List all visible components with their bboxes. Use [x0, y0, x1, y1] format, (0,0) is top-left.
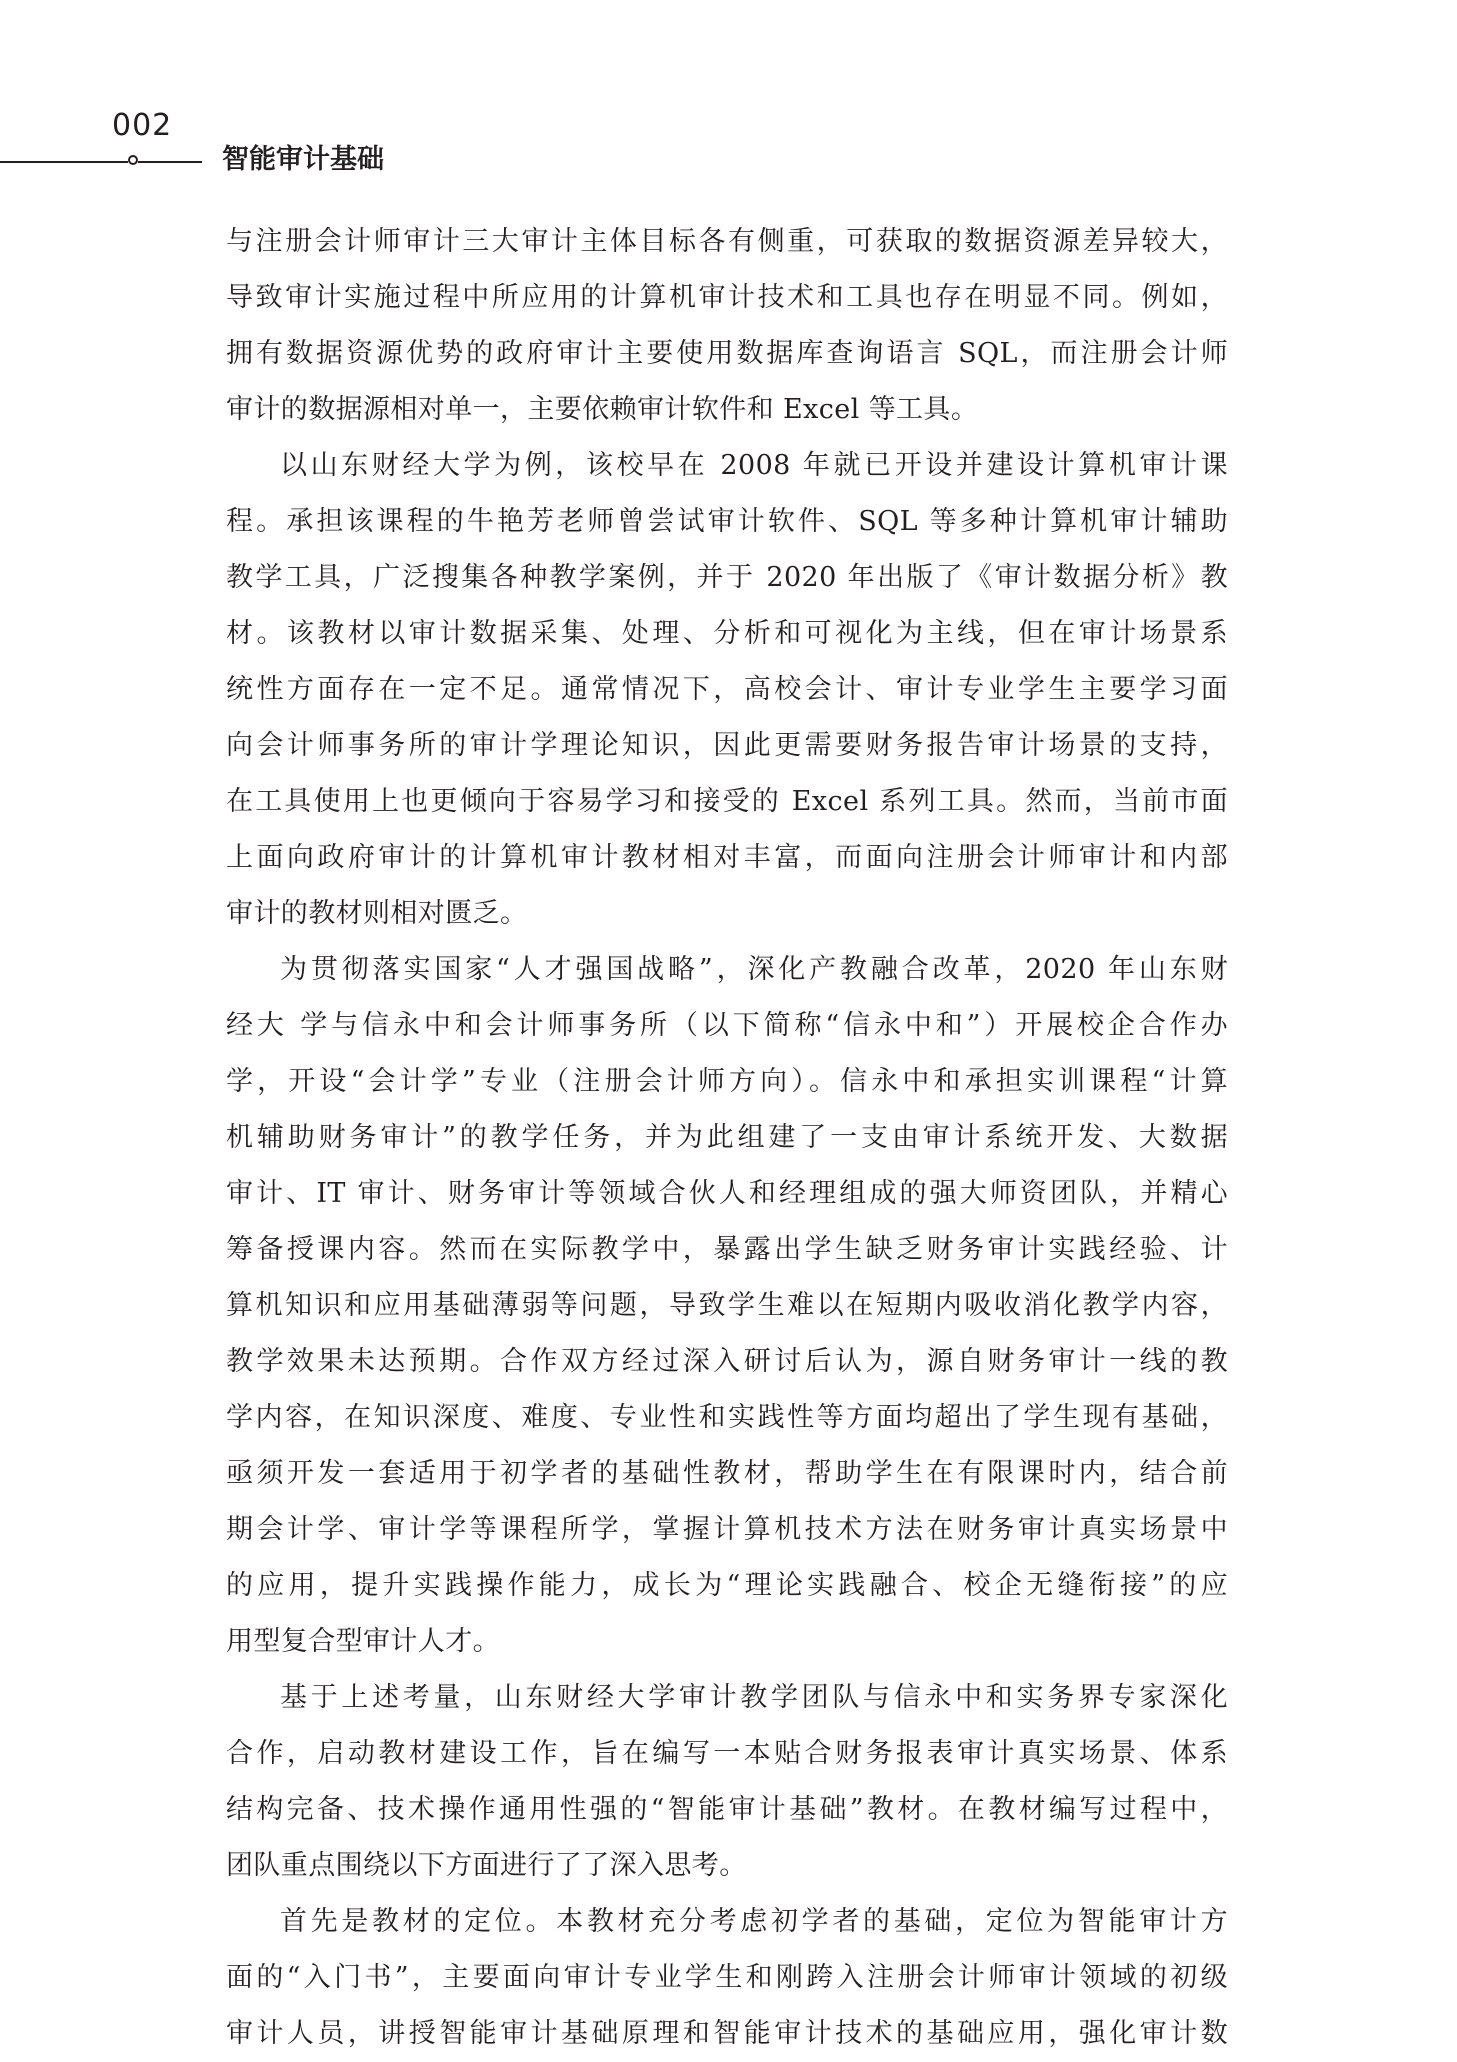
text-line: 结构完备、技术操作通用性强的“智能审计基础”教材。在教材编写过程中，	[226, 1794, 1228, 1825]
header-rule-left	[0, 161, 128, 163]
text-line: 统性方面存在一定不足。通常情况下，高校会计、审计专业学生主要学习面	[226, 674, 1228, 705]
text-line: 教学效果未达预期。合作双方经过深入研讨后认为，源自财务审计一线的教	[226, 1346, 1228, 1377]
text-line: 面的“入门书”，主要面向审计专业学生和刚跨入注册会计师审计领域的初级	[226, 1962, 1228, 1993]
text-line: 经大 学与信永中和会计师事务所（以下简称“信永中和”）开展校企合作办	[226, 1010, 1228, 1041]
text-line: 以山东财经大学为例，该校早在 2008 年就已开设并建设计算机审计课	[280, 450, 1228, 481]
page-number: 002	[112, 108, 173, 143]
running-head-title: 智能审计基础	[222, 144, 384, 175]
text-line: 为贯彻落实国家“人才强国战略”，深化产教融合改革，2020 年山东财	[280, 954, 1228, 985]
text-line: 算机知识和应用基础薄弱等问题，导致学生难以在短期内吸收消化教学内容，	[226, 1290, 1228, 1321]
text-line: 首先是教材的定位。本教材充分考虑初学者的基础，定位为智能审计方	[280, 1906, 1228, 1937]
text-line: 筹备授课内容。然而在实际教学中，暴露出学生缺乏财务审计实践经验、计	[226, 1234, 1228, 1265]
header-rule-circle	[128, 155, 138, 165]
text-line: 团队重点围绕以下方面进行了了深入思考。	[226, 1850, 747, 1881]
text-line: 审计、IT 审计、财务审计等领域合伙人和经理组成的强大师资团队，并精心	[226, 1178, 1228, 1209]
text-line: 亟须开发一套适用于初学者的基础性教材，帮助学生在有限课时内，结合前	[226, 1458, 1228, 1489]
text-line: 导致审计实施过程中所应用的计算机审计技术和工具也存在明显不同。例如，	[226, 282, 1228, 313]
text-line: 材。该教材以审计数据采集、处理、分析和可视化为主线，但在审计场景系	[226, 618, 1228, 649]
text-line: 审计人员，讲授智能审计基础原理和智能审计技术的基础应用，强化审计数	[226, 2018, 1228, 2049]
text-line: 在工具使用上也更倾向于容易学习和接受的 Excel 系列工具。然而，当前市面	[226, 786, 1228, 817]
text-line: 与注册会计师审计三大审计主体目标各有侧重，可获取的数据资源差异较大，	[226, 226, 1228, 257]
text-line: 向会计师事务所的审计学理论知识，因此更需要财务报告审计场景的支持，	[226, 730, 1228, 761]
text-line: 拥有数据资源优势的政府审计主要使用数据库查询语言 SQL，而注册会计师	[226, 338, 1228, 369]
text-line: 学，开设“会计学”专业（注册会计师方向）。信永中和承担实训课程“计算	[226, 1066, 1228, 1097]
text-line: 机辅助财务审计”的教学任务，并为此组建了一支由审计系统开发、大数据	[226, 1122, 1228, 1153]
text-line: 上面向政府审计的计算机审计教材相对丰富，而面向注册会计师审计和内部	[226, 842, 1228, 873]
header-rule-right	[138, 161, 202, 163]
text-line: 合作，启动教材建设工作，旨在编写一本贴合财务报表审计真实场景、体系	[226, 1738, 1228, 1769]
text-line: 基于上述考量，山东财经大学审计教学团队与信永中和实务界专家深化	[280, 1682, 1228, 1713]
text-line: 程。承担该课程的牛艳芳老师曾尝试审计软件、SQL 等多种计算机审计辅助	[226, 506, 1228, 537]
text-line: 学内容，在知识深度、难度、专业性和实践性等方面均超出了学生现有基础，	[226, 1402, 1228, 1433]
text-line: 的应用，提升实践操作能力，成长为“理论实践融合、校企无缝衔接”的应	[226, 1570, 1228, 1601]
text-line: 用型复合型审计人才。	[226, 1626, 500, 1657]
text-line: 审计的数据源相对单一，主要依赖审计软件和 Excel 等工具。	[226, 394, 979, 425]
body-text	[226, 214, 1228, 2062]
text-line: 审计的教材则相对匮乏。	[226, 898, 528, 929]
text-line: 教学工具，广泛搜集各种教学案例，并于 2020 年出版了《审计数据分析》教	[226, 562, 1228, 593]
text-line: 期会计学、审计学等课程所学，掌握计算机技术方法在财务审计真实场景中	[226, 1514, 1228, 1545]
